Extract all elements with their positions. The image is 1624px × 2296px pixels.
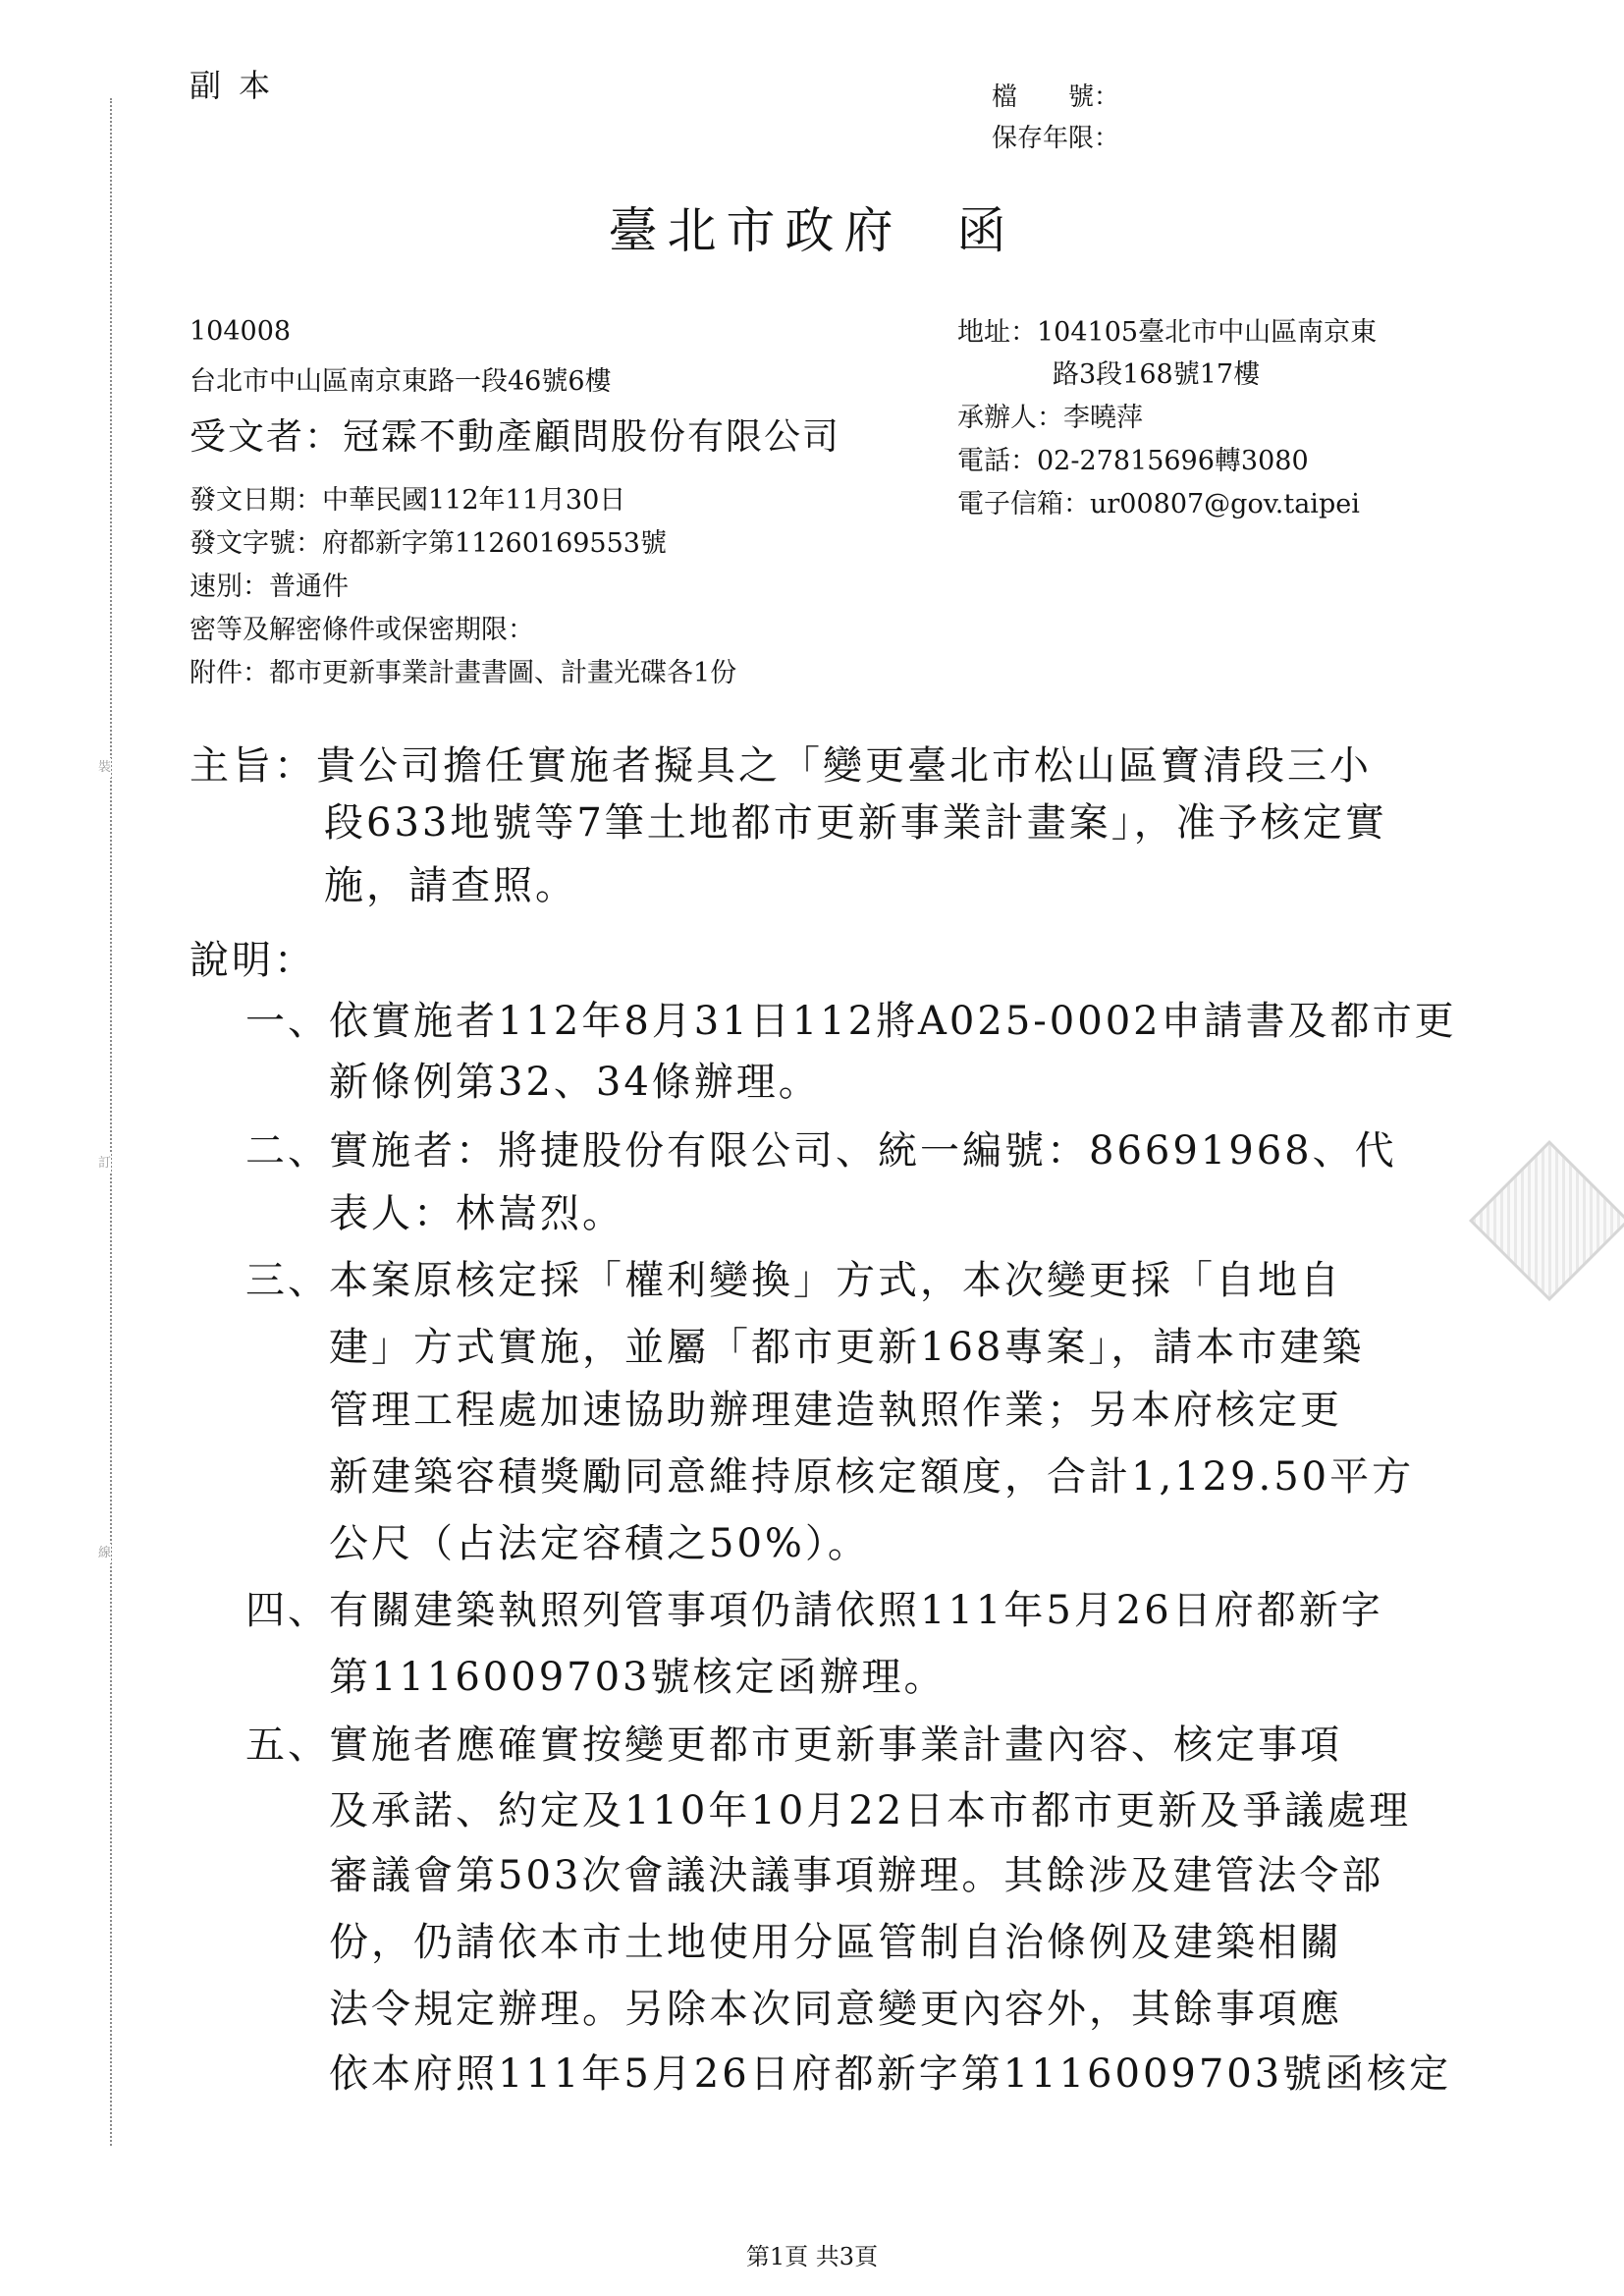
postal-code: 104008 [189, 316, 292, 347]
item-line: 審議會第503次會議決議事項辦理。其餘涉及建管法令部 [329, 1853, 1384, 1898]
contact-address-line2: 路3段168號17樓 [1053, 359, 1261, 390]
item-number: 二、 [245, 1128, 330, 1174]
retention-label: 保存年限： [992, 124, 1120, 153]
item-number: 五、 [245, 1722, 330, 1768]
seal-stamp [1469, 1140, 1624, 1301]
item-line: 及承諾、約定及110年10月22日本市都市更新及爭議處理 [329, 1788, 1412, 1833]
item-line: 第1116009703號核定函辦理。 [329, 1655, 947, 1700]
copy-mark: 副 本 [189, 67, 275, 104]
subject-line: 施，請查照。 [324, 863, 577, 908]
attachment: 附件：都市更新事業計畫書圖、計畫光碟各1份 [189, 658, 737, 688]
org-name: 臺北市政府 [608, 202, 903, 259]
item-line: 實施者應確實按變更都市更新事業計畫內容、核定事項 [329, 1722, 1342, 1768]
contact-handler: 承辦人：李曉萍 [957, 403, 1143, 433]
binding-line [110, 98, 112, 2146]
item-line: 表人：林嵩烈。 [329, 1191, 624, 1236]
item-number: 四、 [245, 1588, 330, 1633]
item-line: 本案原核定採「權利變換」方式，本次變更採「自地自 [329, 1258, 1342, 1303]
page-number: 第1頁 共3頁 [745, 2243, 879, 2270]
item-line: 建」方式實施，並屬「都市更新168專案」，請本市建築 [329, 1325, 1365, 1370]
item-line: 管理工程處加速協助辦理建造執照作業；另本府核定更 [329, 1388, 1342, 1433]
document-title [0, 191, 1624, 262]
receiver: 受文者：冠霖不動產顧問股份有限公司 [189, 415, 840, 458]
item-line: 新條例第32、34條辦理。 [329, 1060, 821, 1105]
item-line: 實施者：將捷股份有限公司、統一編號：86691968、代 [329, 1128, 1397, 1174]
subject-line: 主旨：貴公司擔任實施者擬具之「變更臺北市松山區寶清段三小 [189, 743, 1372, 789]
speed: 速別：普通件 [189, 572, 349, 602]
doc-number: 發文字號：府都新字第11260169553號 [189, 528, 667, 559]
secrecy: 密等及解密條件或保密期限： [189, 615, 534, 645]
item-line: 有關建築執照列管事項仍請依照111年5月26日府都新字 [329, 1588, 1383, 1633]
item-line: 新建築容積獎勵同意維持原核定額度，合計1,129.50平方 [329, 1454, 1415, 1500]
contact-address-line1: 地址：104105臺北市中山區南京東 [957, 317, 1378, 348]
item-line: 依實施者112年8月31日112將A025-0002申請書及都市更 [329, 999, 1457, 1044]
contact-phone: 電話：02-27815696轉3080 [957, 446, 1309, 476]
item-line: 法令規定辦理。另除本次同意變更內容外，其餘事項應 [329, 1987, 1342, 2032]
subject-line: 段633地號等7筆土地都市更新事業計畫案」，准予核定實 [324, 800, 1387, 846]
binding-mark-middle: 訂 [98, 1154, 111, 1174]
item-line: 份，仍請依本市土地使用分區管制自治條例及建築相關 [329, 1920, 1342, 1965]
issue-date: 發文日期：中華民國112年11月30日 [189, 485, 626, 516]
binding-mark-bottom: 線 [98, 1544, 111, 1563]
doc-type: 函 [956, 202, 1016, 259]
item-line: 依本府照111年5月26日府都新字第1116009703號函核定 [329, 2051, 1452, 2097]
item-line: 公尺（占法定容積之50%）。 [329, 1521, 870, 1566]
file-number-label: 檔 號： [992, 82, 1120, 112]
item-number: 一、 [245, 999, 330, 1044]
contact-email: 電子信箱：ur00807@gov.taipei [957, 489, 1360, 519]
sender-address: 台北市中山區南京東路一段46號6樓 [189, 366, 612, 397]
item-number: 三、 [245, 1258, 330, 1303]
explanation-heading: 說明： [189, 938, 316, 983]
binding-mark-top: 裝 [98, 758, 111, 778]
